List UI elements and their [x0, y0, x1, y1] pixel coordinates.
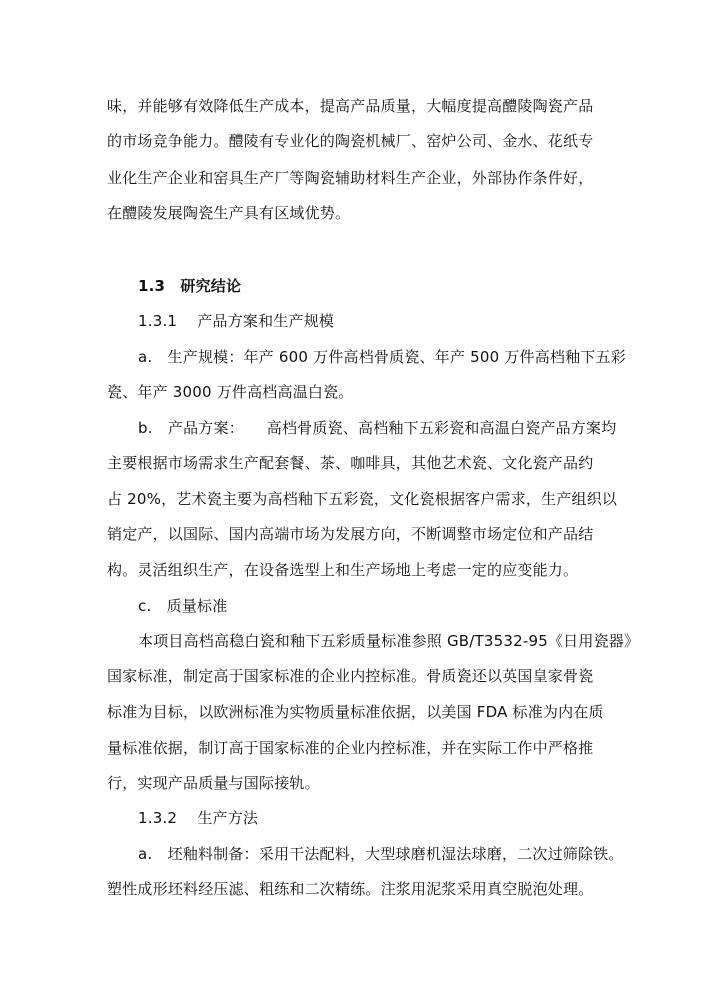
subsection-heading-1-3-2: 1.3.2 生产方法	[138, 809, 259, 827]
item-c-title: c. 质量标准	[138, 597, 228, 615]
item-b-line-2: 主要根据市场需求生产配套餐、茶、咖啡具，其他艺术瓷、文化瓷产品约	[107, 454, 594, 472]
section-heading-1-3: 1.3 研究结论	[138, 277, 242, 295]
item-b-line-5: 构。灵活组织生产，在设备选型上和生产场地上考虑一定的应变能力。	[107, 561, 579, 579]
item-c-line-3: 标准为目标，以欧洲标准为实物质量标准依据，以美国 FDA 标准为内在质	[107, 703, 604, 721]
item-c-line-4: 量标准依据，制订高于国家标准的企业内控标准，并在实际工作中严格推	[107, 739, 594, 757]
item-b-line-4: 销定产，以国际、国内高端市场为发展方向，不断调整市场定位和产品结	[107, 525, 594, 543]
item-a-line-1: a. 生产规模：年产 600 万件高档骨质瓷、年产 500 万件高档釉下五彩	[138, 348, 626, 366]
intro-line-2: 的市场竞争能力。醴陵有专业化的陶瓷机械厂、窑炉公司、金水、花纸专	[107, 132, 594, 150]
item-c-line-2: 国家标准，制定高于国家标准的企业内控标准。骨质瓷还以英国皇家骨瓷	[107, 667, 594, 685]
intro-line-3: 业化生产企业和窑具生产厂等陶瓷辅助材料生产企业，外部协作条件好，	[107, 169, 594, 187]
intro-line-4: 在醴陵发展陶瓷生产具有区域优势。	[107, 204, 351, 222]
item-a2-line-1: a. 坯釉料制备：采用干法配料，大型球磨机湿法球磨，二次过筛除铁。	[138, 845, 624, 863]
item-a2-line-2: 塑性成形坯料经压滤、粗练和二次精练。注浆用泥浆采用真空脱泡处理。	[107, 880, 594, 898]
subsection-heading-1-3-1: 1.3.1 产品方案和生产规模	[138, 312, 335, 330]
item-a-line-2: 瓷、年产 3000 万件高档高温白瓷。	[107, 383, 354, 401]
intro-line-1: 味，并能够有效降低生产成本，提高产品质量，大幅度提高醴陵陶瓷产品	[107, 97, 594, 115]
item-b-line-1: b. 产品方案： 高档骨质瓷、高档釉下五彩瓷和高温白瓷产品方案均	[138, 419, 617, 437]
item-b-line-3: 占 20%，艺术瓷主要为高档釉下五彩瓷，文化瓷根据客户需求，生产组织以	[107, 490, 618, 508]
item-c-line-5: 行，实现产品质量与国际接轨。	[107, 774, 320, 792]
item-c-line-1: 本项目高档高稳白瓷和釉下五彩质量标准参照 GB/T3532-95《日用瓷器》	[138, 632, 640, 650]
